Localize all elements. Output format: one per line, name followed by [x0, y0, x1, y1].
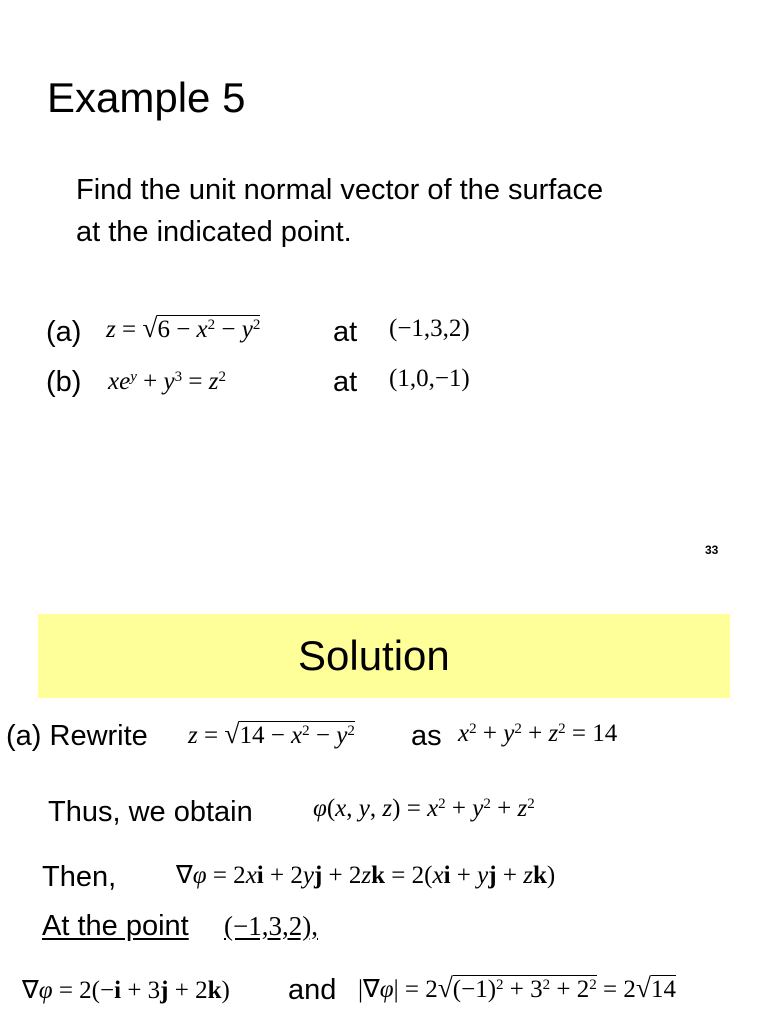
prompt-line-2: at the indicated point.: [76, 216, 352, 248]
and-word: and: [288, 974, 337, 1006]
page-title: Example 5: [47, 74, 246, 121]
then-text: Then,: [42, 861, 117, 893]
part-b-label: (b): [46, 366, 82, 398]
thus-text: Thus, we obtain: [48, 796, 253, 828]
part-a-label: (a): [46, 316, 82, 348]
part-a-at: at: [333, 316, 358, 348]
rewrite-equation: $z = √14 - x^2 - y^2$: [188, 718, 355, 749]
part-b-at: at: [333, 366, 358, 398]
gradient-magnitude: $|\nabla\varphi| = 2√(-1)^2 + 3^2 + 2^2 = 2√14$: [358, 972, 676, 1003]
part-b-point: (1,0,−1): [389, 365, 470, 392]
at-point-value: (−1,3,2),: [224, 911, 318, 941]
solution-heading: Solution: [298, 632, 450, 679]
prompt-line-1: Find the unit normal vector of the surface: [76, 174, 604, 206]
at-point-text: At the point: [42, 910, 189, 942]
gradient-equation: ∇φ = 2xi + 2yj + 2zk = 2(xi + yj + zk): [176, 862, 556, 889]
gradient-at-point: ∇φ = 2(−i + 3j + 2k): [22, 977, 230, 1004]
rewrite-label: (a) Rewrite: [6, 720, 148, 752]
phi-definition: φ(x, y, $z) = x^2 + y^2 + z^2$: [313, 795, 535, 822]
part-a-equation: $z = √6 - x^2 - y^2$: [106, 312, 261, 343]
part-b-equation: $xe^y + y^3 = z^2$: [108, 368, 226, 395]
part-a-point: (−1,3,2): [389, 315, 470, 342]
rewrite-as: as: [411, 720, 442, 752]
page-number: 33: [705, 543, 719, 557]
sphere-equation: $x^2 + y^2 + z^2 = 14$: [458, 720, 618, 747]
